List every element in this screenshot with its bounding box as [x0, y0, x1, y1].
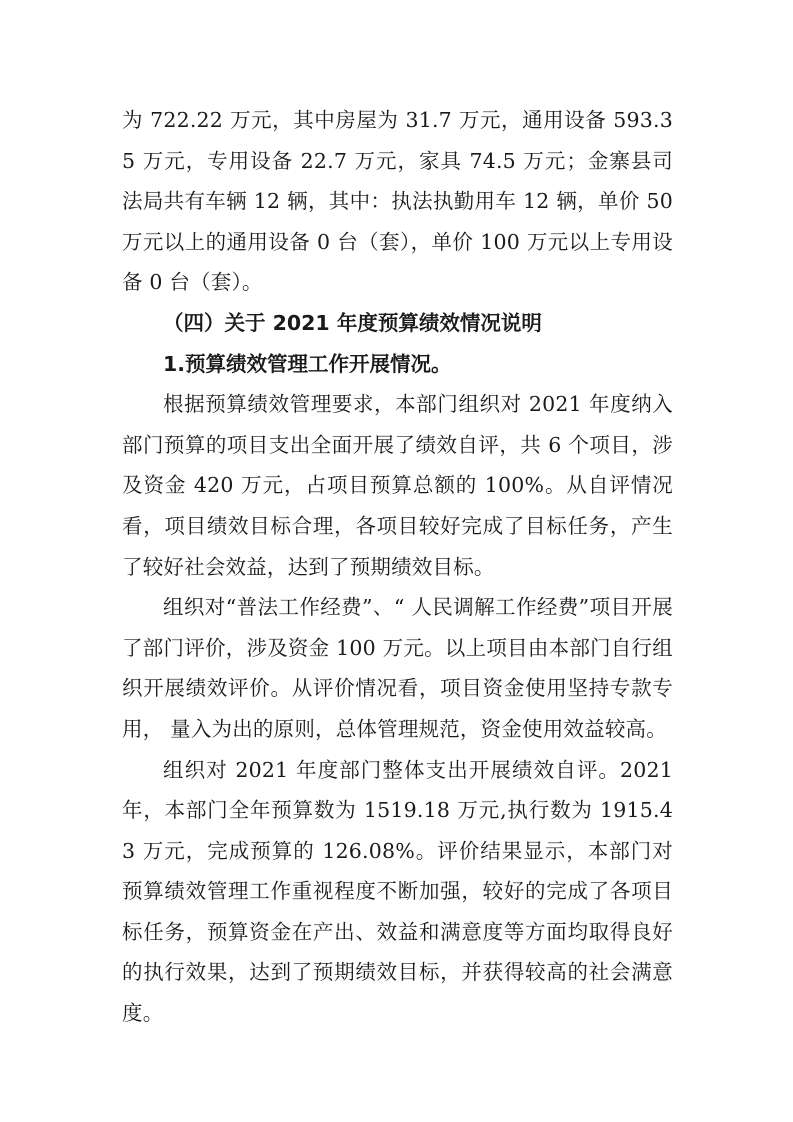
paragraph-department-evaluation: 组织对“普法工作经费”、“ 人民调解工作经费”项目开展了部门评价，涉及资金 100 万元。以上项目由本部门自行组织开展绩效评价。从评价情况看，项目资金使用坚持专款专用， 量入为出的原则，总体管理规范，资金使用效益较高。	[122, 595, 673, 741]
subsection-heading-management: 1.预算绩效管理工作开展情况。	[163, 351, 452, 376]
document-body	[122, 100, 673, 1034]
paragraph-self-evaluation: 根据预算绩效管理要求，本部门组织对 2021 年度纳入部门预算的项目支出全面开展了绩效自评，共 6 个项目，涉及资金 420 万元，占项目预算总额的 100%。从自评情况看，项目绩效目标合理，各项目较好完成了目标任务，产生了较好社会效益，达到了预期绩效目标。	[122, 392, 673, 579]
paragraph-overall-evaluation: 组织对 2021 年度部门整体支出开展绩效自评。2021 年，本部门全年预算数为 1519.18 万元,执行数为 1915.43 万元，完成预算的 126.08%。评价结果显示，本部门对预算绩效管理工作重视程度不断加强，较好的完成了各项目标任务，预算资金在产出、效益和满意度等方面均取得良好的执行效果，达到了预期绩效目标，并获得较高的社会满意度。	[122, 757, 673, 1026]
paragraph-asset-summary: 为 722.22 万元，其中房屋为 31.7 万元，通用设备 593.35 万元，专用设备 22.7 万元，家具 74.5 万元；金寨县司法局共有车辆 12 辆，其中：执法执勤用车 12 辆，单价 50 万元以上的通用设备 0 台（套），单价 100 万元以上专用设备 0 台（套）。	[122, 108, 673, 295]
section-heading-performance: （四）关于 2021 年度预算绩效情况说明	[163, 310, 542, 335]
